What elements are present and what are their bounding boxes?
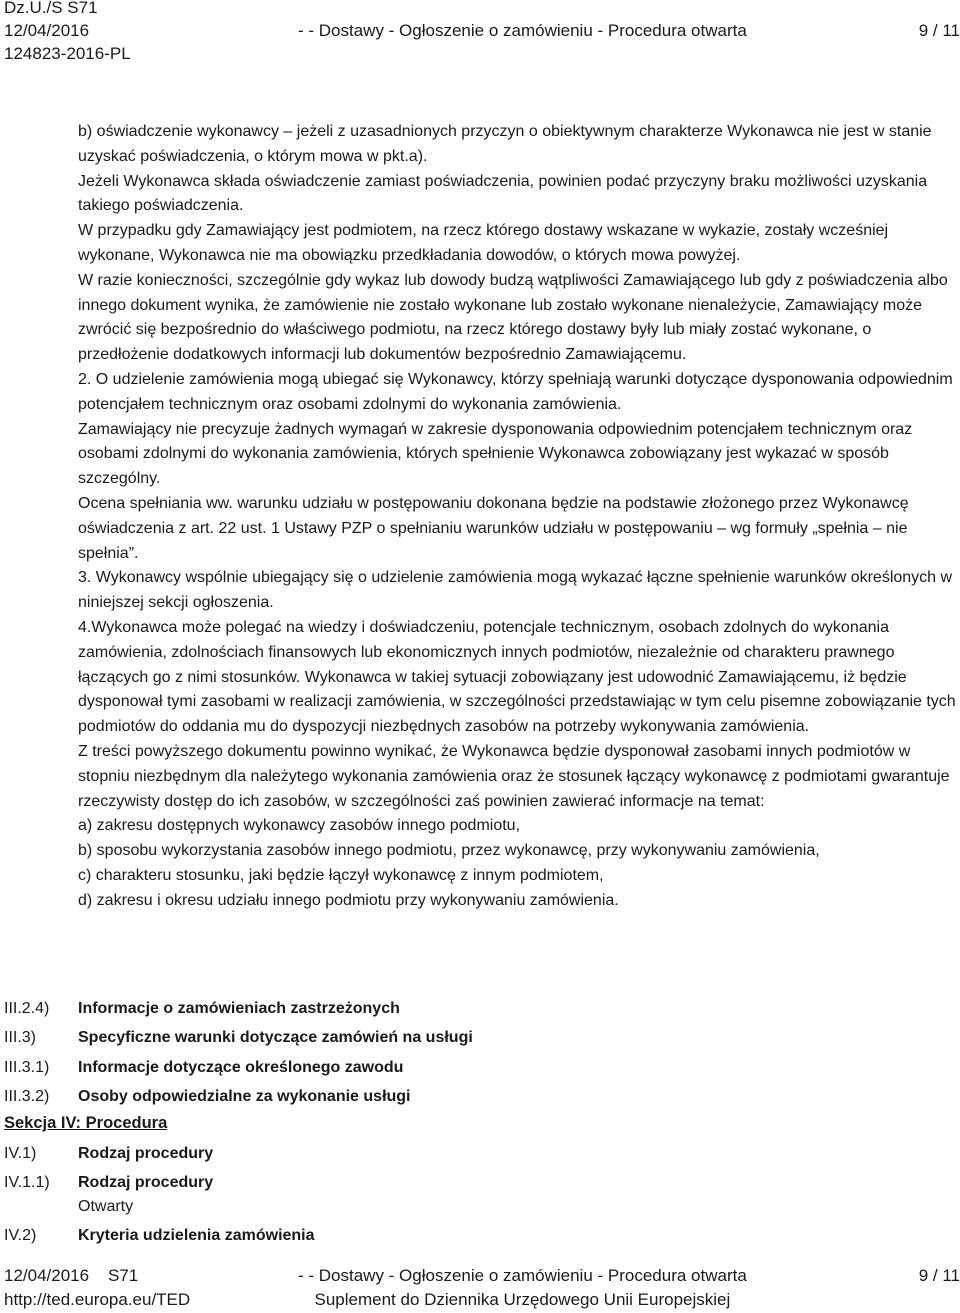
section-number: IV.2): [4, 1227, 37, 1244]
section-number: IV.1): [4, 1145, 37, 1162]
procedure-list: [4, 1139, 954, 1253]
section-number: III.3.2): [4, 1088, 50, 1106]
section-row: [4, 994, 954, 1024]
paragraph: c) charakteru stosunku, jaki będzie łączył wykonawcę z innym podmiotem,: [78, 866, 604, 884]
footer-right: [919, 1265, 960, 1289]
paragraph: b) oświadczenie wykonawcy – jeżeli z uzasadnionych przyczyn o obiektywnym charakterze Wykonawca nie jest w stanie uzyskać poświadczenia, o którym mowa w pkt.a).: [78, 123, 932, 165]
section-title: Osoby odpowiedzialne za wykonanie usługi: [78, 1088, 411, 1106]
section-title: Informacje o zamówieniach zastrzeżonych: [78, 999, 400, 1017]
paragraph: 4.Wykonawca może polegać na wiedzy i doświadczeniu, potencjale technicznym, osobach zdolnych do wykonania zamówienia, zdolnościach finansowych lub ekonomicznych innych podmiotów, niezależnie od charakteru prawnego łączących go z nimi stosunków. Wykonawca w takiej sytuacji zobowiązany jest udowodnić Zamawiającemu, iż będzie dysponował tymi zasobami w realizacji zamówienia, w szczególności przedstawiając w tym celu pisemne zobowiązanie tych podmiotów do oddania mu do dyspozycji niezbędnych zasobów na potrzeby wykonywania zamówienia.: [78, 618, 956, 736]
paragraph: Jeżeli Wykonawca składa oświadczenie zamiast poświadczenia, powinien podać przyczyny braku możliwości uzyskania takiego poświadczenia.: [78, 172, 928, 215]
header-page-number: 9 / 11: [918, 21, 960, 40]
section-number: IV.1.1): [4, 1174, 50, 1191]
header-title: - - Dostawy - Ogłoszenie o zamówieniu - Procedura otwarta: [298, 21, 747, 40]
section-title: Rodzaj procedury: [78, 1174, 214, 1191]
procedure-row: [4, 1171, 954, 1219]
section-number: III.2.4): [4, 999, 50, 1017]
section-row: [4, 1024, 954, 1054]
paragraph: W przypadku gdy Zamawiający jest podmiotem, na rzecz którego dostawy wskazane w wykazie, zostały wcześniej wykonane, Wykonawca nie ma obowiązku przedkładania dowodów, o których mowa powyżej.: [78, 222, 889, 264]
paragraph: Ocena spełniania ww. warunku udziału w postępowaniu dokonana będzie na podstawie złożonego przez Wykonawcę oświadczenia z art. 22 ust. 1 Ustawy PZP o spełnianiu warunków udziału w postępowaniu – wg formuły „spełnia – nie spełnia”.: [78, 494, 909, 562]
procedure-row: [4, 1219, 954, 1253]
section-title: Kryteria udzielenia zamówienia: [78, 1227, 315, 1244]
section-list: [4, 994, 954, 1112]
header-date: 12/04/2016: [4, 21, 90, 40]
section-title: Rodzaj procedury: [78, 1145, 214, 1162]
procedure-row: [4, 1139, 954, 1169]
section-row: [4, 1083, 954, 1113]
header-left: [4, 0, 131, 67]
paragraph: a) zakresu dostępnych wykonawcy zasobów innego podmiotu,: [78, 817, 521, 835]
journal-ref: Dz.U./S S71: [4, 0, 98, 17]
section-number: III.3.1): [4, 1058, 50, 1076]
part-title: Sekcja IV: Procedura: [4, 1114, 168, 1132]
procedure-value: Otwarty: [78, 1198, 134, 1215]
paragraph: W razie konieczności, szczególnie gdy wykaz lub dowody budzą wątpliwości Zamawiającego lub gdy z poświadczenia albo innego dokument wynika, że zamówienie nie zostało wykonane lub zostało wykonane nienależycie, Zamawiający może zwrócić się bezpośrednio do właściwego podmiotu, na rzecz którego dostawy były lub miały zostać wykonane, o przedłożenie dodatkowych informacji lub dokumentów bezpośrednio Zamawiającemu.: [78, 271, 948, 364]
section-row: [4, 1053, 954, 1083]
paragraph: b) sposobu wykorzystania zasobów innego podmiotu, przez wykonawcę, przy wykonywaniu zamówienia,: [78, 842, 820, 860]
footer-url[interactable]: http://ted.europa.eu/TED: [4, 1290, 191, 1309]
notice-ref: 124823-2016-PL: [4, 44, 131, 63]
paragraph: d) zakresu i okresu udziału innego podmiotu przy wykonywaniu zamówienia.: [78, 891, 619, 909]
footer-date-journal: 12/04/2016 S71: [4, 1266, 139, 1285]
footer-left: [4, 1265, 190, 1313]
paragraph: 3. Wykonawcy wspólnie ubiegający się o udzielenie zamówienia mogą wykazać łączne spełnienie warunków określonych w niniejszej sekcji ogłoszenia.: [78, 569, 953, 612]
footer-supplement: Suplement do Dziennika Urzędowego Unii Europejskiej: [314, 1290, 731, 1309]
section-number: III.3): [4, 1029, 37, 1047]
footer-page-number: 9 / 11: [918, 1266, 960, 1285]
section-title: Informacje dotyczące określonego zawodu: [78, 1058, 404, 1076]
body-text: [78, 120, 958, 914]
paragraph: Z treści powyższego dokumentu powinno wynikać, że Wykonawca będzie dysponował zasobami innych podmiotów w stopniu niezbędnym dla należytego wykonania zamówienia oraz że stosunek łączący wykonawcę z podmiotami gwarantuje rzeczywisty dostęp do ich zasobów, w szczególności zaś powinien zawierać informacje na temat:: [78, 742, 950, 810]
paragraph: 2. O udzielenie zamówienia mogą ubiegać się Wykonawcy, którzy spełniają warunki dotyczące dysponowania odpowiednim potencjałem technicznym oraz osobami zdolnymi do wykonania zamówienia.: [78, 370, 953, 413]
section-title: Specyficzne warunki dotyczące zamówień na usługi: [78, 1029, 473, 1047]
paragraph: Zamawiający nie precyzuje żadnych wymagań w zakresie dysponowania odpowiednim potencjałem technicznym oraz osobami zdolnymi do wykonania zamówienia, których spełnienie Wykonawca zobowiązany jest wykazać w sposób szczególny.: [78, 420, 913, 488]
footer-center: [298, 1265, 747, 1313]
footer-title: - - Dostawy - Ogłoszenie o zamówieniu - Procedura otwarta: [298, 1266, 747, 1285]
